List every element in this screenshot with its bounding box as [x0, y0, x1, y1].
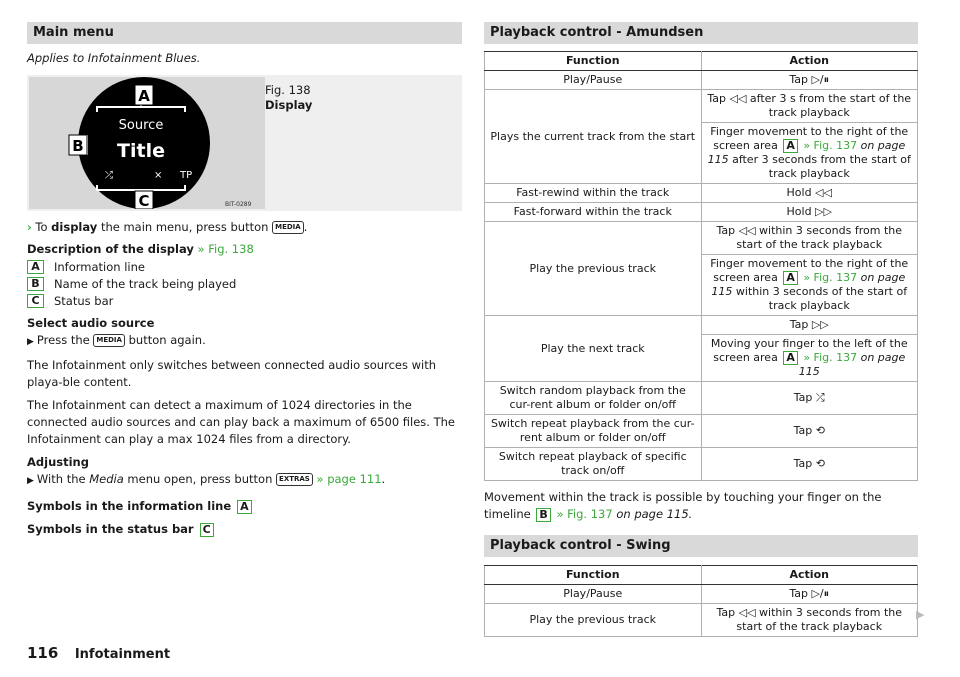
description-list	[27, 258, 462, 309]
left-column	[27, 22, 462, 538]
select-source-step: ▶ Press the MEDIA button again.	[27, 333, 206, 347]
right-column	[484, 22, 918, 637]
table-row: Fast-forward within the track Hold ▷▷	[485, 203, 918, 222]
display-tp-text: TP	[180, 170, 193, 181]
applies-to-note: Applies to Infotainment Blues.	[27, 51, 201, 65]
continue-arrow-icon: ▶	[916, 608, 925, 621]
display-source-text: Source	[118, 118, 164, 133]
callout-a: A	[138, 87, 150, 105]
page-number: 116	[27, 644, 59, 662]
page-111-link[interactable]: » page 111	[316, 472, 382, 486]
figure-caption	[265, 83, 312, 113]
description-item-b: B Name of the track being played	[27, 275, 462, 292]
extras-key-icon: EXTRAS	[276, 473, 313, 486]
step-display-menu: › To display the main menu, press button MEDIA .	[27, 220, 308, 234]
table-row: Switch repeat playback from the cur-rent album or folder on/off Tap ⟲	[485, 415, 918, 448]
table-row: Plays the current track from the start Tap ◁◁ after 3 s from the start of the track playback	[485, 90, 918, 123]
page-footer	[27, 644, 170, 662]
media-key-icon: MEDIA	[93, 334, 125, 347]
shuffle-icon: ⤮	[105, 170, 113, 181]
display-title-text: Title	[117, 140, 165, 162]
swing-heading: Playback control - Swing	[484, 535, 918, 557]
image-code: BIT-0289	[225, 201, 252, 208]
table-row: Switch random playback from the cur-rent album or folder on/off Tap ⤮	[485, 382, 918, 415]
table-header-row: Function Action	[485, 566, 918, 585]
callout-b: B	[72, 137, 84, 155]
timeline-note: Movement within the track is possible by touching your finger on the timeline B » Fig. 137 on page 115.	[484, 490, 882, 521]
col-action: Action	[701, 52, 918, 71]
callout-c: C	[138, 192, 150, 209]
table-row: Finger movement to the right of the screen area A » Fig. 137 on page 115 within 3 seconds of the start of track playback	[485, 255, 918, 316]
description-item-a: A Information line	[27, 258, 462, 275]
swing-table	[484, 565, 918, 637]
table-row: Play/Pause Tap ▷/⏸	[485, 585, 918, 604]
step-arrow-icon: ▶	[27, 337, 34, 347]
table-row: Play the next track Tap ▷▷	[485, 316, 918, 335]
description-heading: Description of the display » Fig. 138	[27, 242, 254, 256]
table-row: Play the previous track Tap ◁◁ within 3 seconds from the start of the track playback	[485, 604, 918, 637]
mute-icon: ⨯	[154, 170, 163, 181]
display-illustration	[29, 77, 265, 209]
description-item-c: C Status bar	[27, 292, 462, 309]
table-row: Fast-rewind within the track Hold ◁◁	[485, 184, 918, 203]
paragraph-limits: The Infotainment can detect a maximum of 1024 directories in the connected audio sources and can play back a maximum of 6500 files. The Infotainment can play a max 1024 files from a directory.	[27, 398, 455, 446]
select-source-heading: Select audio source	[27, 316, 155, 330]
main-menu-heading: Main menu	[27, 22, 462, 44]
fig-138-link[interactable]: » Fig. 138	[197, 242, 254, 256]
display-drawing	[29, 77, 265, 209]
table-row: Switch repeat playback of specific track on/off Tap ⟲	[485, 448, 918, 481]
table-header-row	[485, 52, 918, 71]
col-function: Function	[485, 52, 702, 71]
footer-section: Infotainment	[74, 647, 171, 662]
table-row: Play/Pause Tap ▷/⏸	[485, 71, 918, 90]
step-arrow-icon: ▶	[27, 476, 34, 486]
figure-title: Display	[265, 98, 313, 112]
amundsen-heading: Playback control - Amundsen	[484, 22, 918, 44]
table-row: Moving your finger to the left of the screen area A » Fig. 137 on page 115	[485, 335, 918, 382]
table-row: Play the previous track Tap ◁◁ within 3 seconds from the start of the track playback	[485, 222, 918, 255]
symbols-status-heading: Symbols in the status bar C	[27, 521, 462, 538]
paragraph-sources: The Infotainment only switches between connected audio sources with playa-ble content.	[27, 358, 437, 389]
table-row: Finger movement to the right of the screen area A » Fig. 137 on page 115 after 3 seconds from the start of track playback	[485, 123, 918, 184]
amundsen-table	[484, 51, 918, 481]
figure-138	[27, 75, 462, 211]
figure-number: Fig. 138	[265, 83, 311, 97]
adjusting-heading: Adjusting	[27, 455, 89, 469]
adjusting-step: ▶ With the Media menu open, press button EXTRAS » page 111.	[27, 472, 386, 486]
symbols-info-heading: Symbols in the information line A	[27, 498, 462, 515]
media-key-icon: MEDIA	[272, 221, 304, 234]
